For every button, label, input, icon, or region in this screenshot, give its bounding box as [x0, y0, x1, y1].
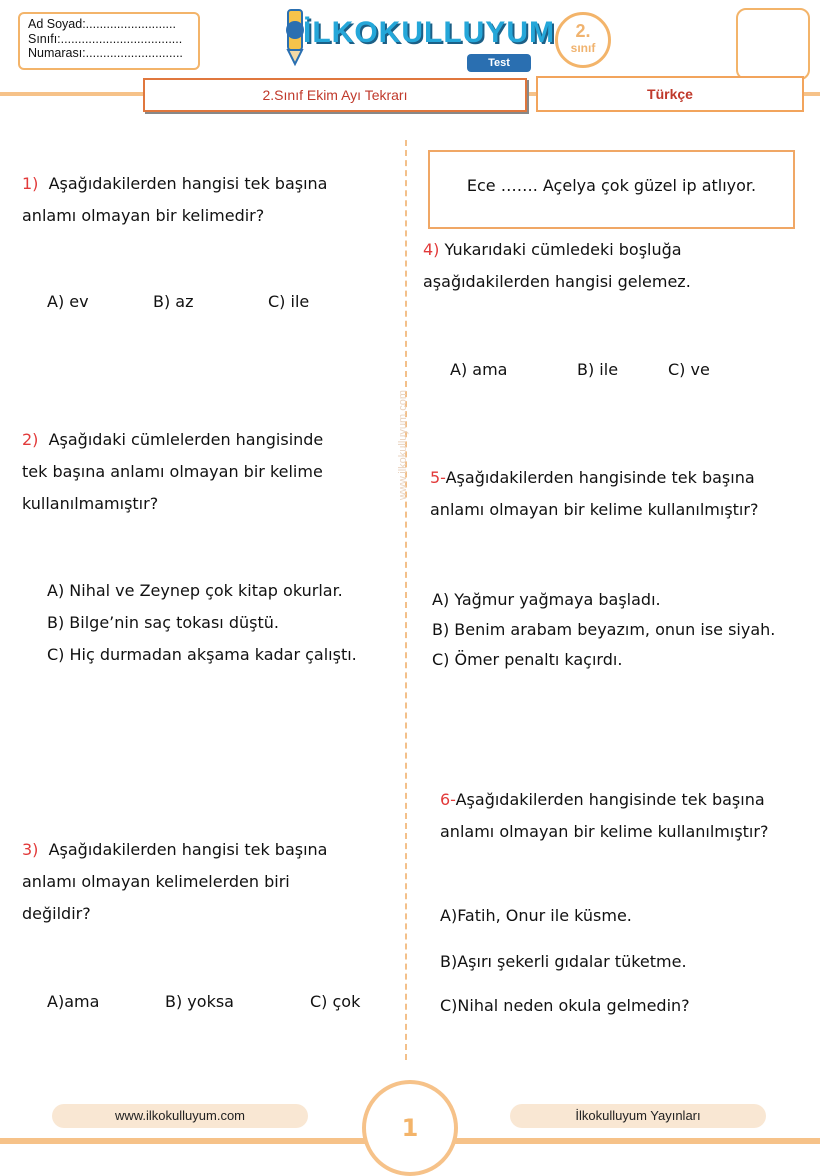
option-b: B) yoksa: [165, 992, 234, 1011]
class-field-label: Sınıfı:...................................: [28, 31, 183, 46]
option-c: C) çok: [310, 992, 361, 1011]
option-a: A)ama: [47, 992, 100, 1011]
page-title: 2.Sınıf Ekim Ayı Tekrarı: [143, 78, 527, 112]
number-field-label: Numarası:............................: [28, 46, 183, 60]
option-b: B) Benim arabam beyazım, onun ise siyah.: [432, 620, 776, 639]
option-a: A) ama: [450, 360, 508, 379]
subject-label: Türkçe: [536, 76, 804, 112]
column-divider: [405, 140, 409, 1060]
question-number: 2): [22, 430, 39, 449]
watermark: www.ilkokulluyum.com: [397, 389, 409, 500]
sentence-box: Ece ……. Açelya çok güzel ip atlıyor.: [428, 150, 795, 229]
student-info-box: [18, 12, 200, 70]
question-number: 1): [22, 174, 39, 193]
question-6: [440, 784, 768, 848]
page-number: 1: [362, 1080, 458, 1176]
footer-website: www.ilkokulluyum.com: [52, 1104, 308, 1128]
question-text-line: Aşağıdakilerden hangisi tek başına: [48, 840, 328, 859]
score-box: [736, 8, 810, 80]
question-text-line: anlamı olmayan bir kelimedir?: [22, 206, 265, 225]
question-1: [22, 168, 327, 232]
class-badge-number: 2.: [575, 21, 591, 41]
question-text-line: anlamı olmayan bir kelime kullanılmıştır?: [430, 500, 759, 519]
class-badge: [555, 12, 611, 68]
footer-publisher: İlkokulluyum Yayınları: [510, 1104, 766, 1128]
option-b: B) Bilge’nin saç tokası düştü.: [47, 613, 279, 632]
question-number: 6-: [440, 790, 456, 809]
question-text-line: Aşağıdakilerden hangisinde tek başına: [455, 790, 765, 809]
option-a: A) Nihal ve Zeynep çok kitap okurlar.: [47, 581, 343, 600]
question-text-line: Aşağıdakilerden hangisinde tek başına: [445, 468, 755, 487]
question-4: [423, 234, 691, 298]
option-c: C) ve: [668, 360, 710, 379]
option-c: C)Nihal neden okula gelmedin?: [440, 996, 690, 1015]
question-number: 4): [423, 240, 440, 259]
option-b: B) az: [153, 292, 194, 311]
option-a: A) Yağmur yağmaya başladı.: [432, 590, 661, 609]
question-3: [22, 834, 327, 930]
option-b: B)Aşırı şekerli gıdalar tüketme.: [440, 952, 687, 971]
question-text-line: değildir?: [22, 904, 91, 923]
question-text-line: Aşağıdakilerden hangisi tek başına: [48, 174, 328, 193]
option-a: A)Fatih, Onur ile küsme.: [440, 906, 632, 925]
name-field-label: Ad Soyad:..........................: [28, 17, 176, 31]
option-b: B) ile: [577, 360, 619, 379]
option-a: A) ev: [47, 292, 89, 311]
question-text-line: tek başına anlamı olmayan bir kelime: [22, 462, 323, 481]
question-text-line: Aşağıdaki cümlelerden hangisinde: [48, 430, 324, 449]
question-number: 3): [22, 840, 39, 859]
option-c: C) Hiç durmadan akşama kadar çalıştı.: [47, 645, 357, 664]
class-badge-label: sınıf: [570, 41, 596, 55]
question-number: 5-: [430, 468, 446, 487]
question-text-line: Yukarıdaki cümledeki boşluğa: [444, 240, 682, 259]
question-5: [430, 462, 758, 526]
logo-text: İLKOKULLUYUM: [303, 16, 555, 49]
option-c: C) Ömer penaltı kaçırdı.: [432, 650, 623, 669]
question-text-line: aşağıdakilerden hangisi gelemez.: [423, 272, 691, 291]
question-text-line: anlamı olmayan kelimelerden biri: [22, 872, 290, 891]
test-badge: Test: [467, 54, 531, 72]
question-2: [22, 424, 323, 520]
option-c: C) ile: [268, 292, 310, 311]
question-text-line: kullanılmamıştır?: [22, 494, 159, 513]
question-text-line: anlamı olmayan bir kelime kullanılmıştır?: [440, 822, 769, 841]
